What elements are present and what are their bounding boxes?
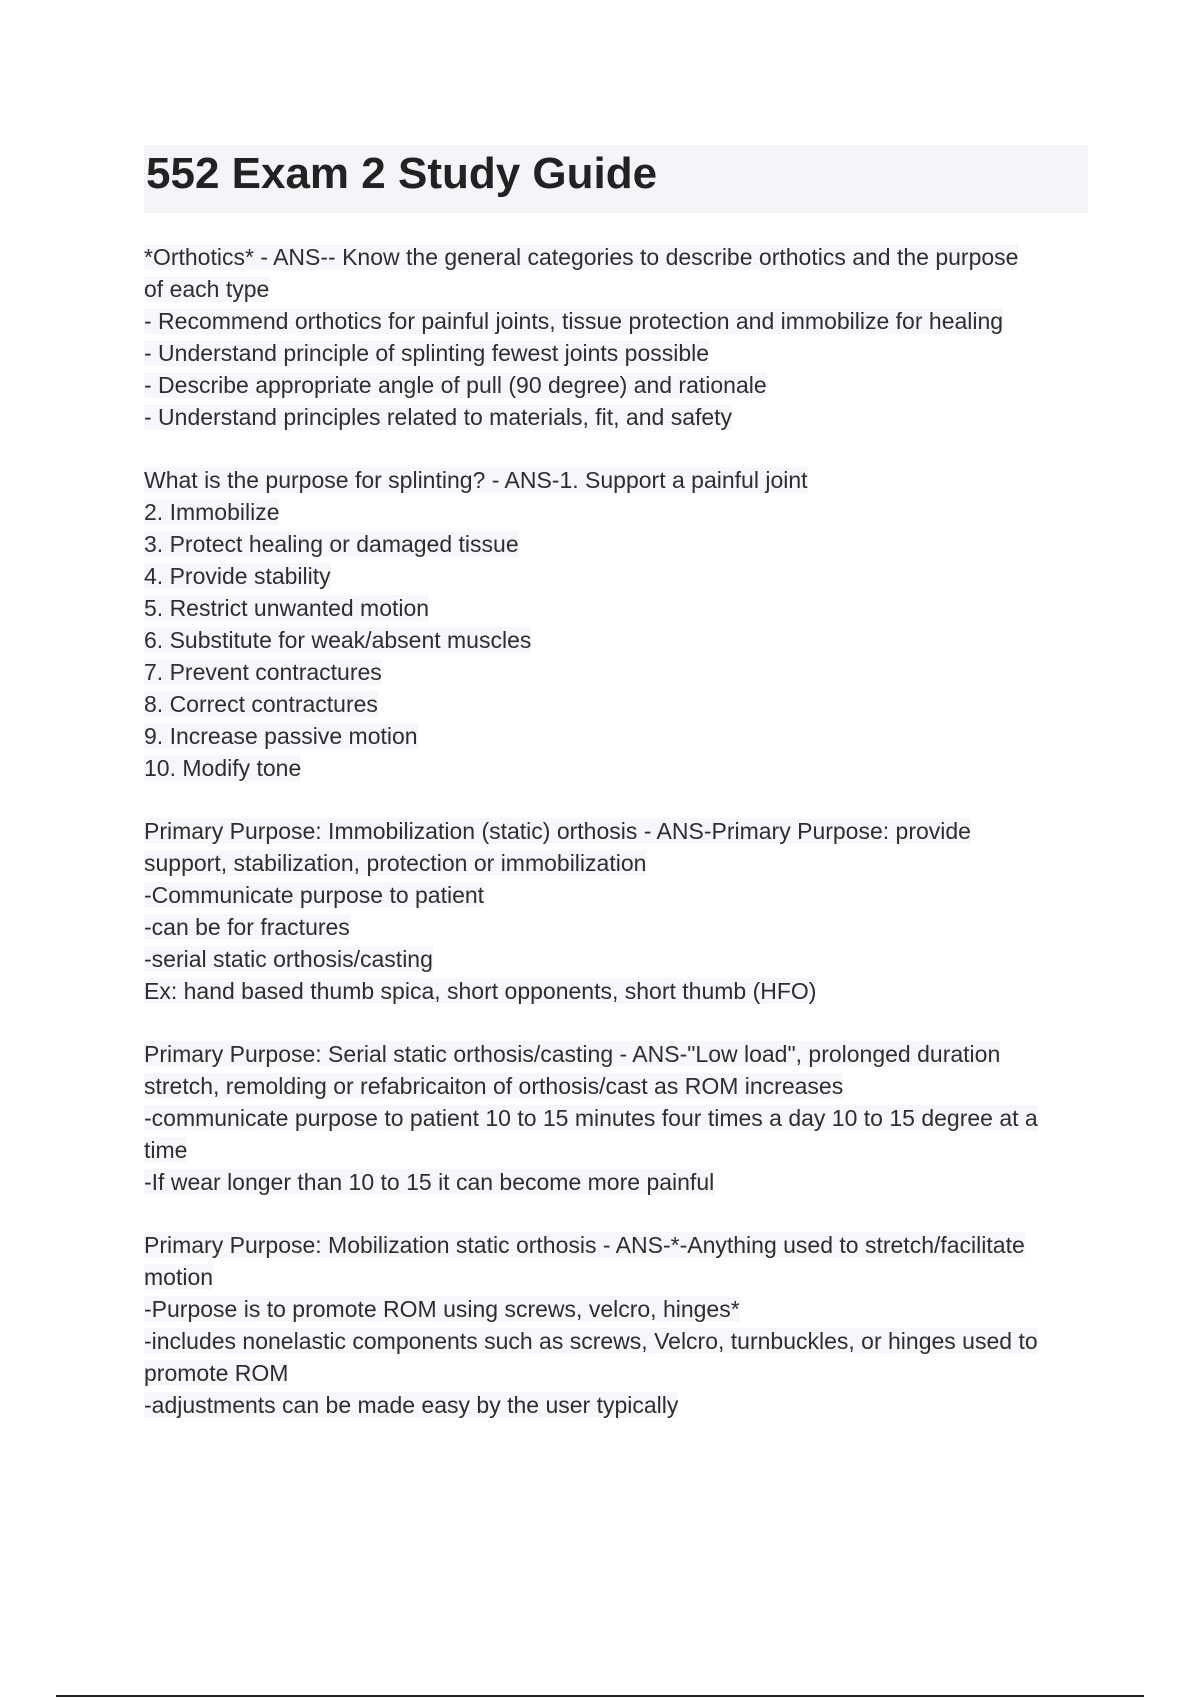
text-line: 3. Protect healing or damaged tissue xyxy=(144,531,519,557)
text-line: Primary Purpose: Serial static orthosis/casting - ANS-"Low load", prolonged duration xyxy=(144,1041,1001,1067)
text-line: 10. Modify tone xyxy=(144,755,302,781)
text-line: of each type xyxy=(144,276,270,302)
text-line: motion xyxy=(144,1264,214,1290)
qa-entry-mobilization-static-orthosis xyxy=(144,1229,1094,1421)
text-line: promote ROM xyxy=(144,1360,289,1386)
text-line: -communicate purpose to patient 10 to 15 minutes four times a day 10 to 15 degree at a xyxy=(144,1105,1038,1131)
qa-entry-orthotics xyxy=(144,241,1094,433)
page-title: 552 Exam 2 Study Guide xyxy=(146,149,658,198)
text-line: Primary Purpose: Immobilization (static) orthosis - ANS-Primary Purpose: provide xyxy=(144,818,971,844)
text-line: - Recommend orthotics for painful joints, tissue protection and immobilize for healing xyxy=(144,308,1004,334)
text-line: 6. Substitute for weak/absent muscles xyxy=(144,627,532,653)
text-line: *Orthotics* - ANS-- Know the general categories to describe orthotics and the purpose xyxy=(144,244,1019,270)
qa-entry-serial-static-orthosis xyxy=(144,1038,1094,1198)
qa-entry-immobilization-orthosis xyxy=(144,815,1094,1007)
page-bottom-rule xyxy=(56,1695,1144,1697)
text-line: stretch, remolding or refabricaiton of orthosis/cast as ROM increases xyxy=(144,1073,844,1099)
text-line: 5. Restrict unwanted motion xyxy=(144,595,430,621)
text-line: -Communicate purpose to patient xyxy=(144,882,485,908)
text-line: Primary Purpose: Mobilization static orthosis - ANS-*-Anything used to stretch/facilitate xyxy=(144,1232,1025,1258)
text-line: - Understand principle of splinting fewest joints possible xyxy=(144,340,710,366)
text-line: -can be for fractures xyxy=(144,914,350,940)
text-line: -If wear longer than 10 to 15 it can become more painful xyxy=(144,1169,715,1195)
text-line: -serial static orthosis/casting xyxy=(144,946,433,972)
text-line: -includes nonelastic components such as screws, Velcro, turnbuckles, or hinges used to xyxy=(144,1328,1038,1354)
text-line: Ex: hand based thumb spica, short opponents, short thumb (HFO) xyxy=(144,978,817,1004)
text-line: -Purpose is to promote ROM using screws, velcro, hinges* xyxy=(144,1296,740,1322)
text-line: 2. Immobilize xyxy=(144,499,280,525)
text-line: 9. Increase passive motion xyxy=(144,723,418,749)
text-line: time xyxy=(144,1137,188,1163)
text-line: support, stabilization, protection or immobilization xyxy=(144,850,647,876)
qa-entry-splinting-purpose xyxy=(144,464,1094,784)
text-line: What is the purpose for splinting? - ANS-1. Support a painful joint xyxy=(144,467,808,493)
text-line: 4. Provide stability xyxy=(144,563,331,589)
text-line: - Describe appropriate angle of pull (90 degree) and rationale xyxy=(144,372,767,398)
text-line: - Understand principles related to materials, fit, and safety xyxy=(144,404,733,430)
study-guide-content xyxy=(144,241,1094,1452)
text-line: 7. Prevent contractures xyxy=(144,659,382,685)
text-line: -adjustments can be made easy by the user typically xyxy=(144,1392,679,1418)
text-line: 8. Correct contractures xyxy=(144,691,378,717)
